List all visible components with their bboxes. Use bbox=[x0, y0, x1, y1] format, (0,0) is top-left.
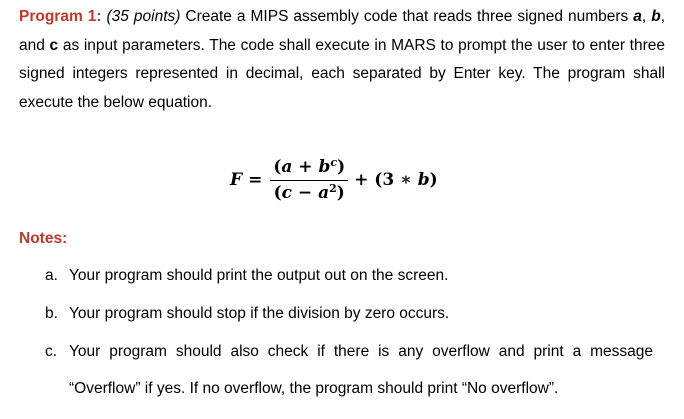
den-minus: − bbox=[292, 183, 319, 204]
num-close: ) bbox=[337, 156, 346, 177]
program-title: Program 1: bbox=[19, 8, 102, 25]
den-a: a bbox=[318, 183, 330, 204]
num-plus: + bbox=[292, 156, 319, 177]
equation-equals: = bbox=[248, 170, 263, 190]
num-a: a bbox=[281, 156, 293, 177]
and-text: , and bbox=[19, 8, 665, 54]
note-marker: a. bbox=[45, 267, 58, 284]
note-text: Your program should print the output out on the screen. bbox=[69, 267, 449, 284]
num-exp: c bbox=[330, 155, 338, 169]
var-a: a bbox=[633, 8, 642, 25]
tail-suffix: ) bbox=[429, 170, 438, 190]
den-c: c bbox=[281, 183, 293, 204]
program-description bbox=[19, 3, 665, 117]
note-marker: c. bbox=[45, 343, 58, 360]
equation bbox=[230, 150, 438, 210]
comma-1: , bbox=[641, 8, 652, 25]
note-text: Your program should stop if the division by zero occurs. bbox=[69, 305, 450, 322]
equation-fraction bbox=[270, 157, 348, 204]
var-b: b bbox=[651, 8, 661, 25]
equation-denominator bbox=[271, 183, 348, 203]
program-intro: Create a MIPS assembly code that reads three signed numbers bbox=[180, 8, 634, 25]
den-exp: 2 bbox=[329, 182, 337, 196]
equation-tail bbox=[354, 170, 438, 190]
fraction-bar bbox=[270, 180, 348, 182]
note-text: Your program should also check if there is any overflow and print a message “Overflow” if yes. If no overflow, the program should print “No overflow”. bbox=[69, 343, 653, 397]
tail-b: b bbox=[417, 170, 430, 190]
equation-numerator bbox=[270, 157, 348, 177]
note-marker: b. bbox=[45, 305, 58, 322]
num-open: ( bbox=[273, 156, 282, 177]
program-points: (35 points) bbox=[106, 8, 181, 25]
den-close: ) bbox=[336, 183, 345, 204]
tail-prefix: + (3 ∗ bbox=[354, 170, 418, 190]
equation-lhs: F bbox=[230, 170, 243, 190]
num-b: b bbox=[318, 156, 331, 177]
notes-heading: Notes: bbox=[19, 230, 68, 247]
program-rest: as input parameters. The code shall execute in MARS to prompt the user to enter three signed integers represented in decimal, each separated by Enter key. The program shall execute the below equation. bbox=[19, 36, 665, 111]
den-open: ( bbox=[273, 183, 282, 204]
var-c: c bbox=[49, 36, 59, 54]
